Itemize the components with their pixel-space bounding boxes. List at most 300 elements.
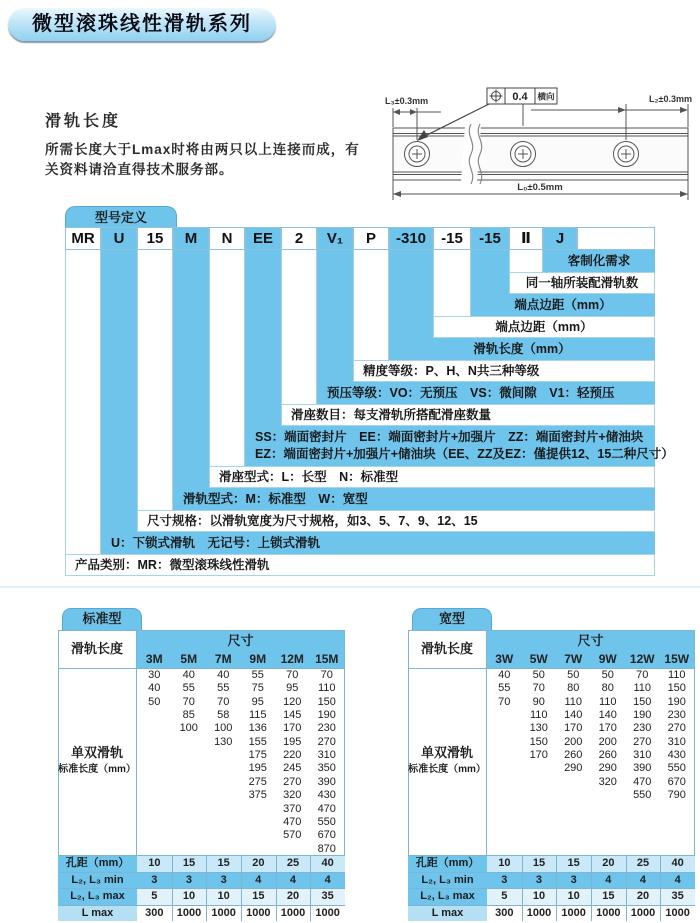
model-code-column-P — [353, 250, 389, 361]
footer-vline — [276, 855, 277, 872]
tolerance-value: 0.4 — [512, 91, 528, 103]
length-value — [172, 803, 207, 816]
length-value: 190 — [633, 709, 652, 722]
model-description-text: 端点边距（mm） — [495, 319, 593, 334]
table-row — [137, 749, 344, 762]
footer-row-label: 孔距（mm） — [408, 856, 487, 872]
length-value: 50 — [532, 669, 545, 681]
length-value: 90 — [532, 695, 545, 708]
footer-row-label: L₂, L₃ min — [58, 873, 137, 889]
model-description-row — [353, 360, 655, 382]
footer-value: 20 — [241, 856, 276, 872]
model-description-text: 精度等级：P、H、N共三种等级 — [363, 363, 540, 378]
length-value — [172, 749, 207, 762]
footer-value: 10 — [522, 889, 557, 905]
length-value — [137, 709, 172, 722]
length-value: 100 — [214, 722, 233, 735]
footer-vline — [241, 855, 242, 872]
length-value — [137, 762, 172, 775]
length-value: 290 — [598, 762, 617, 775]
model-description-row — [173, 488, 655, 510]
footer-vline — [241, 888, 242, 905]
model-description-row — [245, 426, 674, 466]
length-value — [522, 762, 557, 775]
model-code-column-MR — [65, 250, 101, 555]
footer-value: 5 — [137, 889, 172, 905]
length-value — [487, 776, 522, 789]
length-value — [241, 803, 276, 816]
length-value — [172, 762, 207, 775]
table-row — [137, 669, 344, 682]
table-row — [137, 696, 344, 709]
footer-value: 10 — [206, 889, 241, 905]
footer-value: 40 — [660, 856, 695, 872]
footer-value: 1000 — [310, 906, 345, 922]
model-code-column-15 — [137, 250, 173, 511]
footer-row-label: L max — [408, 906, 487, 922]
footer-vline — [522, 872, 523, 889]
length-value: 790 — [667, 789, 686, 802]
footer-vline — [522, 855, 523, 872]
length-value: 570 — [283, 829, 302, 842]
table-row — [137, 762, 344, 775]
length-value: 110 — [667, 669, 686, 681]
length-value: 200 — [564, 735, 583, 748]
length-value: 70 — [217, 695, 230, 708]
model-code-column-EE — [245, 250, 281, 427]
dim-l2-label: L₂±0.3mm — [649, 94, 692, 104]
model-code-11: -15 — [471, 227, 509, 250]
size-column-label: 3W — [495, 652, 514, 666]
mounting-hole-1 — [405, 142, 430, 167]
model-code-12: Ⅱ — [509, 227, 543, 250]
length-value: 170 — [283, 722, 302, 735]
footer-vline — [626, 905, 627, 922]
table-row — [487, 736, 694, 749]
model-description-text: U：下锁式滑轨 无记号：上锁式滑轨 — [111, 535, 321, 550]
footer-value: 1000 — [660, 906, 695, 922]
footer-value: 15 — [241, 889, 276, 905]
length-value: 40 — [182, 669, 195, 681]
length-value: 290 — [564, 762, 583, 775]
footer-value: 15 — [522, 856, 557, 872]
length-value — [137, 789, 172, 802]
model-description-text: 滑轨长度（mm） — [473, 341, 571, 356]
length-value: 195 — [248, 762, 267, 775]
length-value: 550 — [633, 789, 652, 802]
footer-value: 20 — [626, 889, 661, 905]
model-description-row — [281, 404, 655, 426]
footer-value: 35 — [660, 889, 695, 905]
size-column-label: 3M — [145, 652, 163, 666]
model-description-text: 端点边距（mm） — [514, 297, 612, 312]
length-value: 50 — [601, 669, 614, 681]
length-value: 40 — [148, 682, 161, 695]
model-description-text: SS：端面密封片 EE：端面密封片+加强片 ZZ：端面密封片+储油块 — [255, 430, 644, 444]
table-length-header: 滑轨长度 — [70, 641, 123, 656]
length-value: 50 — [148, 695, 161, 708]
length-value — [137, 749, 172, 762]
footer-vline — [206, 888, 207, 905]
length-value: 195 — [283, 735, 302, 748]
model-description-row — [65, 554, 655, 576]
footer-vline — [276, 888, 277, 905]
footer-value: 20 — [591, 856, 626, 872]
footer-vline — [172, 855, 173, 872]
length-value — [206, 762, 241, 775]
model-code-column--310 — [389, 250, 433, 339]
model-code-column-V₁ — [317, 250, 353, 383]
footer-vline — [660, 855, 661, 872]
table-row — [137, 829, 344, 842]
footer-vline — [522, 888, 523, 905]
footer-value: 4 — [591, 873, 626, 889]
table-tab-standard: 标准型 — [62, 608, 142, 630]
model-description-text: 滑座数目：每支滑轨所搭配滑座数量 — [291, 407, 492, 422]
length-value: 30 — [148, 669, 161, 681]
size-column-label: 15W — [664, 652, 690, 666]
model-code-column--15 — [433, 250, 471, 317]
footer-vline — [556, 888, 557, 905]
model-description-row — [209, 466, 655, 488]
model-code-column-U — [101, 250, 137, 533]
model-code-7: V₁ — [317, 227, 353, 250]
table-row — [487, 749, 694, 762]
length-value — [275, 843, 310, 856]
length-value: 110 — [564, 695, 583, 708]
tolerance-note: 横向 — [537, 91, 555, 102]
footer-vline — [206, 872, 207, 889]
length-value: 470 — [283, 815, 302, 828]
length-value: 140 — [564, 709, 583, 722]
length-value: 150 — [529, 735, 548, 748]
length-value: 270 — [633, 735, 652, 748]
footer-value: 1000 — [591, 906, 626, 922]
dim-l0-label: L₀±0.5mm — [517, 182, 563, 193]
length-value: 140 — [598, 709, 617, 722]
dim-l3-label: L₃±0.3mm — [385, 96, 429, 106]
table-size-labels — [137, 650, 344, 668]
length-value: 110 — [529, 709, 548, 722]
model-description-row — [471, 294, 655, 316]
table-body-label: 单双滑轨 — [420, 745, 473, 760]
length-value — [556, 789, 591, 802]
length-value: 155 — [248, 735, 267, 748]
model-description-row — [137, 510, 655, 532]
table-row — [137, 709, 344, 722]
model-code-5: EE — [245, 227, 281, 250]
length-value: 150 — [633, 695, 652, 708]
footer-vline — [310, 855, 311, 872]
length-value — [206, 843, 241, 856]
length-value — [487, 789, 522, 802]
length-value: 95 — [251, 695, 264, 708]
intro-text-line1: 所需长度大于Lmax时将由两只以上连接而成，有 — [45, 142, 360, 157]
footer-value: 3 — [206, 873, 241, 889]
length-value — [137, 776, 172, 789]
footer-value: 300 — [137, 906, 172, 922]
footer-value: 4 — [241, 873, 276, 889]
model-code-4: N — [209, 227, 245, 250]
footer-value: 1000 — [556, 906, 591, 922]
length-value — [172, 776, 207, 789]
footer-vline — [626, 888, 627, 905]
footer-row-label: 孔距（mm） — [58, 856, 137, 872]
table-row — [137, 682, 344, 695]
mounting-hole-3 — [614, 142, 639, 167]
footer-vline — [660, 905, 661, 922]
rail-technical-drawing — [383, 78, 695, 206]
footer-value: 15 — [556, 856, 591, 872]
length-value: 390 — [633, 762, 652, 775]
footer-vline — [241, 872, 242, 889]
model-description-text: 同一轴所装配滑轨数 — [525, 275, 639, 290]
table-row — [487, 762, 694, 775]
length-value: 470 — [317, 802, 336, 815]
footer-vline — [626, 872, 627, 889]
length-value: 50 — [567, 669, 580, 681]
table-row — [137, 789, 344, 802]
model-code-column-Ⅱ — [509, 250, 543, 273]
length-value: 110 — [317, 682, 336, 695]
footer-value: 40 — [310, 856, 345, 872]
footer-vline — [276, 905, 277, 922]
length-value — [556, 776, 591, 789]
model-description-row — [509, 272, 655, 294]
length-value: 470 — [633, 775, 652, 788]
footer-vline — [276, 872, 277, 889]
length-value: 85 — [182, 709, 195, 722]
footer-vline — [660, 888, 661, 905]
length-value: 190 — [667, 695, 686, 708]
footer-vline — [241, 905, 242, 922]
length-value: 260 — [598, 749, 617, 762]
table-row — [137, 776, 344, 789]
footer-value: 15 — [172, 856, 207, 872]
length-value — [487, 749, 522, 762]
length-value — [206, 789, 241, 802]
length-value — [172, 829, 207, 842]
footer-value: 10 — [487, 856, 522, 872]
length-value: 230 — [633, 722, 652, 735]
footer-vline — [556, 905, 557, 922]
footer-value: 3 — [172, 873, 207, 889]
model-description-text: EZ：端面密封片+加强片+储油块（EE、ZZ及EZ：僅提供12、15二种尺寸） — [255, 447, 674, 461]
length-value: 130 — [529, 722, 548, 735]
length-value: 270 — [667, 722, 686, 735]
table-row — [487, 682, 694, 695]
length-value — [206, 803, 241, 816]
footer-vline — [591, 888, 592, 905]
model-code-13: J — [543, 227, 577, 250]
length-value — [137, 829, 172, 842]
footer-vline — [591, 855, 592, 872]
table-row — [487, 722, 694, 735]
length-value: 40 — [498, 669, 511, 681]
size-column-label: 7M — [214, 652, 232, 666]
footer-vline — [172, 872, 173, 889]
length-value — [241, 829, 276, 842]
table-body-sublabel: 标准长度（mm） — [408, 764, 486, 775]
model-code-0: MR — [65, 227, 101, 250]
model-code-10: -15 — [433, 227, 471, 250]
model-description-row — [389, 338, 655, 360]
model-description-text: 滑座型式：L：长型 N：标准型 — [219, 469, 399, 484]
length-value: 350 — [317, 762, 336, 775]
footer-value: 10 — [172, 889, 207, 905]
length-value: 670 — [317, 829, 336, 842]
model-description-text: 尺寸规格：以滑轨宽度为尺寸规格，如3、5、7、9、12、15 — [147, 513, 478, 528]
length-value: 70 — [498, 695, 511, 708]
length-value: 270 — [283, 775, 302, 788]
model-description-text: 预压等级：VO：无预压 VS：微间隙 V1：轻预压 — [327, 385, 615, 400]
model-code-column--15 — [471, 250, 509, 295]
size-column-label: 5M — [180, 652, 198, 666]
footer-value: 10 — [137, 856, 172, 872]
model-code-1: U — [101, 227, 137, 250]
footer-value: 10 — [556, 889, 591, 905]
length-value: 430 — [317, 789, 336, 802]
length-value: 110 — [633, 682, 652, 695]
model-definition-tab: 型号定义 — [65, 206, 177, 228]
length-value — [172, 736, 207, 749]
intro-text-line2: 关资料请洽直得技术服务部。 — [45, 162, 234, 177]
size-column-label: 15M — [315, 652, 339, 666]
page-title: 微型滚珠线性滑轨系列 — [8, 7, 276, 41]
length-value: 170 — [564, 722, 583, 735]
length-value: 260 — [564, 749, 583, 762]
length-value — [206, 829, 241, 842]
table-row — [487, 776, 694, 789]
length-value — [172, 843, 207, 856]
model-description-row — [433, 316, 655, 338]
footer-value: 20 — [276, 889, 311, 905]
length-value: 55 — [498, 682, 511, 695]
footer-value: 4 — [660, 873, 695, 889]
length-value: 375 — [248, 789, 267, 802]
footer-value: 4 — [310, 873, 345, 889]
model-description-row — [101, 532, 655, 554]
table-row — [137, 816, 344, 829]
table-row — [137, 736, 344, 749]
model-code-3: M — [173, 227, 209, 250]
length-value: 70 — [182, 695, 195, 708]
model-description-text: 产品类别：MR：微型滚珠线性滑轨 — [75, 557, 270, 572]
model-code-column-2 — [281, 250, 317, 405]
footer-value: 3 — [487, 873, 522, 889]
length-value: 220 — [283, 749, 302, 762]
length-value: 100 — [179, 722, 198, 735]
length-value — [487, 762, 522, 775]
length-value: 370 — [283, 802, 302, 815]
table-row — [487, 696, 694, 709]
length-value — [241, 816, 276, 829]
length-value: 170 — [598, 722, 617, 735]
length-value: 75 — [251, 682, 264, 695]
footer-value: 3 — [522, 873, 557, 889]
size-column-label: 9W — [598, 652, 617, 666]
length-value: 80 — [601, 682, 614, 695]
footer-vline — [591, 905, 592, 922]
table-body-sublabel: 标准长度（mm） — [58, 764, 136, 775]
length-value — [487, 722, 522, 735]
footer-value: 3 — [137, 873, 172, 889]
length-value: 170 — [529, 749, 548, 762]
length-value: 115 — [248, 709, 267, 722]
footer-vline — [591, 872, 592, 889]
footer-vline — [310, 872, 311, 889]
length-value: 870 — [317, 842, 336, 855]
length-value: 120 — [283, 695, 302, 708]
model-code-2: 15 — [137, 227, 173, 250]
length-value: 190 — [317, 709, 336, 722]
length-value — [206, 816, 241, 829]
footer-value: 1000 — [206, 906, 241, 922]
footer-row-label: L₂, L₃ max — [58, 889, 137, 905]
table-body-label: 单双滑轨 — [70, 745, 123, 760]
length-value — [172, 789, 207, 802]
mounting-hole-2 — [511, 142, 536, 167]
length-value: 55 — [217, 682, 230, 695]
footer-value: 1000 — [172, 906, 207, 922]
length-value: 310 — [317, 749, 336, 762]
length-value: 55 — [182, 682, 195, 695]
footer-value: 15 — [206, 856, 241, 872]
footer-value: 25 — [626, 856, 661, 872]
size-column-label: 9M — [249, 652, 267, 666]
length-value: 150 — [667, 682, 686, 695]
table-row — [487, 669, 694, 682]
length-value — [487, 736, 522, 749]
length-value: 310 — [633, 749, 652, 762]
footer-value: 5 — [487, 889, 522, 905]
length-value: 95 — [286, 682, 299, 695]
footer-vline — [556, 872, 557, 889]
footer-value: 1000 — [241, 906, 276, 922]
length-value: 136 — [248, 722, 267, 735]
length-value: 130 — [214, 735, 233, 748]
length-value — [522, 789, 557, 802]
length-value: 230 — [317, 722, 336, 735]
length-value — [137, 816, 172, 829]
length-value: 550 — [317, 815, 336, 828]
model-description-text: 滑轨型式：M：标准型 W：宽型 — [183, 491, 368, 506]
model-code-8: P — [353, 227, 389, 250]
table-size-header: 尺寸 — [137, 631, 344, 650]
length-value — [172, 816, 207, 829]
footer-vline — [310, 905, 311, 922]
section-divider — [0, 586, 700, 588]
section-heading: 滑轨长度 — [45, 113, 122, 130]
length-value — [206, 749, 241, 762]
length-value — [591, 789, 626, 802]
model-code-6: 2 — [281, 227, 317, 250]
length-value: 390 — [317, 775, 336, 788]
model-description-row — [317, 382, 655, 404]
length-value: 110 — [598, 695, 617, 708]
table-row — [137, 722, 344, 735]
footer-vline — [310, 888, 311, 905]
footer-vline — [172, 888, 173, 905]
length-value: 70 — [532, 682, 545, 695]
length-value: 550 — [667, 762, 686, 775]
table-row — [487, 789, 694, 802]
model-code-column-M — [173, 250, 209, 489]
length-value: 270 — [317, 735, 336, 748]
footer-vline — [522, 905, 523, 922]
length-value — [206, 776, 241, 789]
length-value — [522, 776, 557, 789]
